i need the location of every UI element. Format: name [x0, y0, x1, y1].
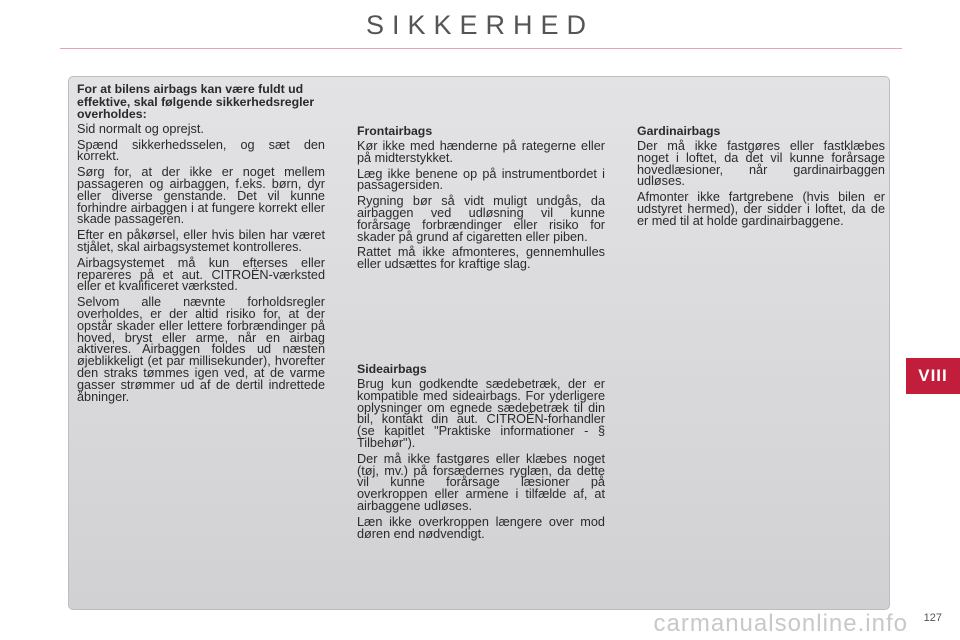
sideairbags-heading: Sideairbags [357, 362, 427, 376]
general-rule-paragraph: Selvom alle nævnte forholdsregler overholdes, er der altid risiko for, at der opstår skader eller lettere forbrændinger på hoved, bryst eller arme, når en airbag aktiveres. Airbaggen foldes ud næsten øjeblikkeligt (et par millisekunder), hvorefter den straks tømmes igen ved, at de varme gasser strømmer ud af de dertil indrettede åbninger. [77, 295, 325, 404]
gardinairbags-heading: Gardinairbags [637, 124, 721, 138]
general-rule-paragraph: Sid normalt og oprejst. [77, 121, 204, 136]
general-rule-paragraph: Airbagsystemet må kun efterses eller repareres på et aut. CITROËN-værksted eller et kvalificeret værksted. [77, 255, 325, 294]
page-title: SIKKERHED [365, 10, 595, 40]
gardinairbags-section [637, 125, 885, 232]
gardinairbags-paragraph: Afmonter ikke fartgrebene (hvis bilen er udstyret hermed), der sidder i loftet, da de er med til at holde gardinairbaggene. [637, 190, 885, 228]
watermark: carmanualsonline.info [653, 610, 908, 637]
sideairbags-section [357, 363, 605, 544]
frontairbags-paragraph: Rygning bør så vidt muligt undgås, da airbaggen ved udløsning vil kunne forårsage forbrændinger eller risiko for skader på grund af cigaretten eller piben. [357, 194, 605, 244]
general-rules-intro: For at bilens airbags kan være fuldt ud effektive, skal følgende sikkerhedsregler overholdes: [77, 82, 315, 122]
frontairbags-section [357, 125, 605, 275]
general-rule-paragraph: Efter en påkørsel, eller hvis bilen har været stjålet, skal airbagsystemet kontrolleres. [77, 228, 325, 254]
general-rules-column [77, 83, 325, 407]
frontairbags-paragraph: Rattet må ikke afmonteres, gennemhulles eller udsættes for kraftige slag. [357, 245, 605, 272]
sideairbags-paragraph: Læn ikke overkroppen længere over mod døren end nødvendigt. [357, 514, 605, 541]
frontairbags-paragraph: Kør ikke med hænderne på rategerne eller på midterstykket. [357, 139, 605, 165]
gardinairbags-paragraph: Der må ikke fastgøres eller fastklæbes noget i loftet, da det vil kunne forårsage hovedlæsioner, når gardinairbaggen udløses. [637, 139, 885, 189]
general-rule-paragraph: Spænd sikkerhedsselen, og sæt den korrekt. [77, 137, 325, 164]
sideairbags-paragraph: Der må ikke fastgøres eller klæbes noget (tøj, mv.) på forsædernes ryglæn, da dette vil kunne forårsage læsioner på overkroppen eller armene i tilfælde af, at airbaggene udløses. [357, 451, 605, 513]
title-divider [60, 48, 902, 49]
sideairbags-paragraph: Brug kun godkendte sædebetræk, der er kompatible med sideairbags. For yderligere oplysninger om egnede sædebetræk til din bil, kontakt din aut. CITROËN-forhandler (se kapitlet "Praktiske informationer - § Tilbehør"). [357, 377, 605, 450]
general-rule-paragraph: Sørg for, at der ikke er noget mellem passageren og airbaggen, f.eks. børn, dyr eller diverse genstande. Det vil kunne forhindre airbaggen i at fungere korrekt eller skade passageren. [77, 165, 325, 227]
frontairbags-paragraph: Læg ikke benene op på instrumentbordet i passagersiden. [357, 166, 605, 193]
chapter-tab: VIII [906, 358, 960, 394]
page-number: 127 [923, 612, 942, 624]
frontairbags-heading: Frontairbags [357, 124, 433, 138]
content-panel [68, 76, 890, 610]
